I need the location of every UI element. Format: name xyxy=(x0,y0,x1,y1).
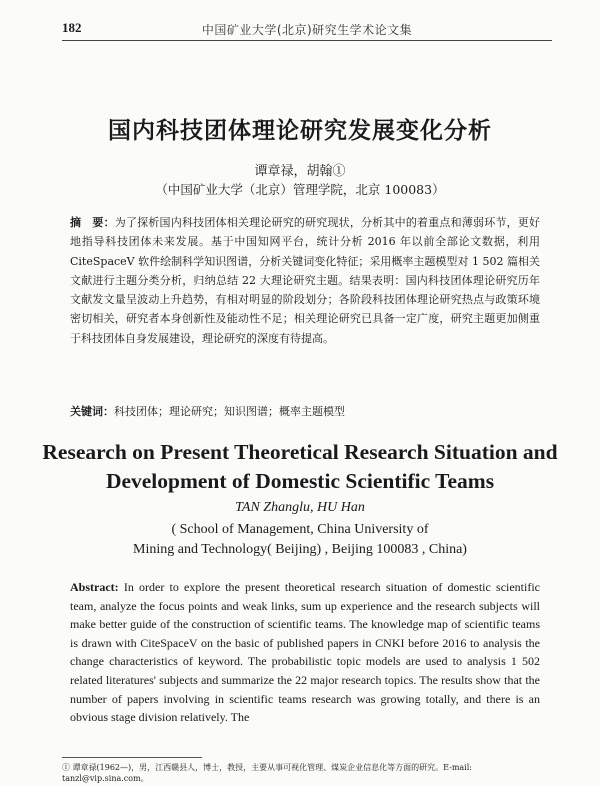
authors-chinese: 谭章禄，胡翰① xyxy=(254,164,346,179)
abstract-label-english: Abstract: xyxy=(70,580,119,594)
footnote-rule xyxy=(62,757,202,758)
title-english-line-2: Development of Domestic Scientific Teams xyxy=(105,469,495,493)
title-english-line-1: Research on Present Theoretical Research Situation and xyxy=(42,440,558,464)
author-footnote: ① 谭章禄(1962—)，男，江西赣县人，博士，教授，主要从事可视化管理、煤炭企业信息化等方面的研究。E-mail: tanzl@vip.sina.com。 xyxy=(62,763,472,783)
title-english xyxy=(30,438,570,496)
keywords-text-chinese: 科技团体；理论研究；知识图谱；概率主题模型 xyxy=(114,405,345,418)
affiliation-chinese: （中国矿业大学（北京）管理学院，北京 100083） xyxy=(155,182,445,197)
keywords-chinese xyxy=(70,403,540,421)
abstract-english xyxy=(70,578,540,727)
abstract-text-english: In order to explore the present theoretical research situation of domestic scientific team, analyze the focus points and weak links, sum up experience and the research subjects will make better guide of the construction of scientific teams. The knowledge map of scientific teams is drawn with CiteSpaceV on the basic of published papers in CNKI before 2016 to analysis the change characteristics of keyword. The probabilistic topic models are used to analysis 1 502 related literatures' subjects and summarize the 22 major research topics. The results show that the number of papers involving in scientific teams research was growing totally, and there is an obvious stage division relatively. The xyxy=(70,580,540,725)
affiliation-english-line-2: Mining and Technology( Beijing) , Beijing 100083 , China) xyxy=(133,542,467,557)
abstract-label-chinese: 摘 要： xyxy=(70,216,115,229)
title-chinese: 国内科技团体理论研究发展变化分析 xyxy=(108,118,492,144)
affiliation-english xyxy=(0,520,600,560)
journal-name: 中国矿业大学(北京)研究生学术论文集 xyxy=(201,23,413,37)
abstract-text-chinese: 为了探析国内科技团体相关理论研究的研究现状，分析其中的着重点和薄弱环节，更好地指导科技团体未来发展。基于中国知网平台，统计分析 2016 年以前全部论文数据，利用 CiteSpaceV 软件绘制科学知识图谱，分析关键词变化特征；采用概率主题模型对 1 502 篇相关文献进行主题分类分析，归纳总结 22 大理论研究主题。结果表明：国内科技团体理论研究历年文献发文量呈波动上升趋势，有相对明显的阶段划分；各阶段科技团体理论研究热点与政策环境密切相关，研究者本身创新性及能动性不足；相关理论研究已具备一定广度，研究主题更加侧重于科技团体自身发展建设，理论研究的深度有待提高。 xyxy=(70,216,540,345)
header-rule xyxy=(62,40,552,41)
affiliation-english-line-1: ( School of Management, China University of xyxy=(171,522,429,537)
authors-english: TAN Zhanglu, HU Han xyxy=(235,500,365,515)
running-header xyxy=(62,20,552,38)
abstract-chinese xyxy=(70,213,540,348)
page-number: 182 xyxy=(62,20,82,35)
keywords-label-chinese: 关键词： xyxy=(70,405,114,418)
